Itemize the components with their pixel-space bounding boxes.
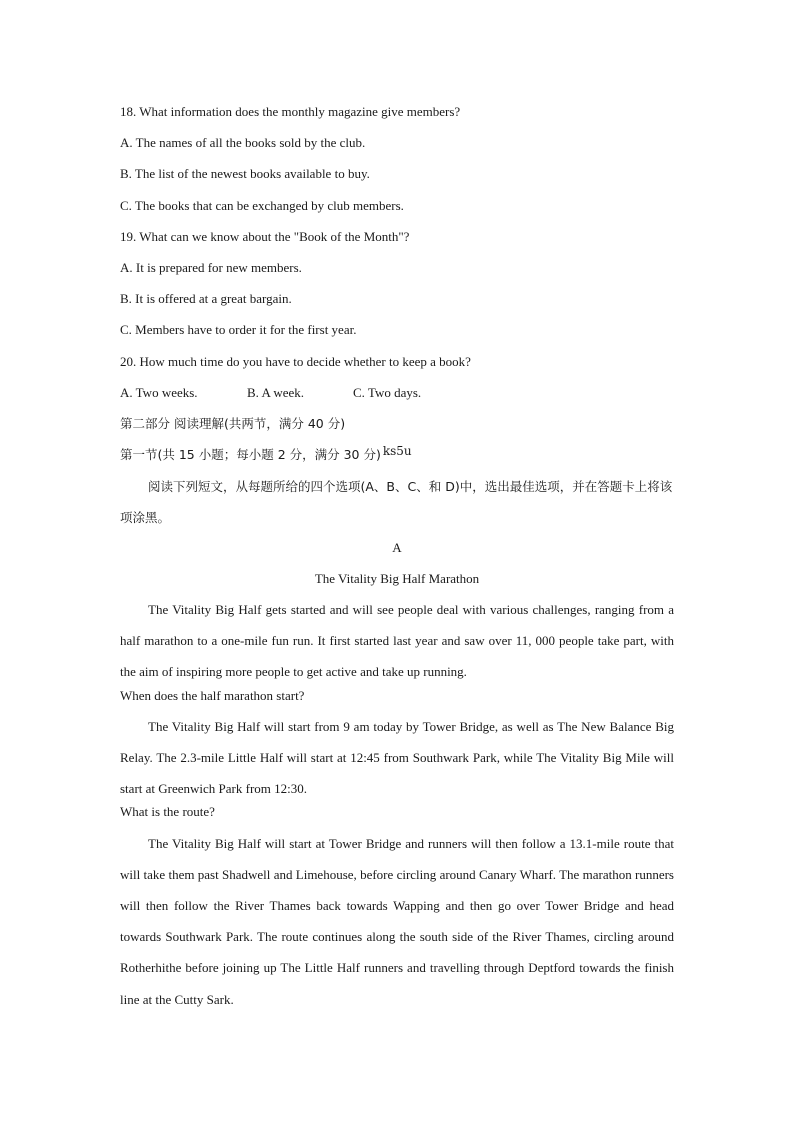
exam-page (120, 102, 674, 1015)
passage-route-paragraph: The Vitality Big Half will start at Tower Bridge and runners will then follow a 13.1-mile route that will take them past Shadwell and Limehouse, before circling around Canary Wharf. The marathon runners will then follow the River Thames back towards Wapping and then go over Tower Bridge and head towards Southwark Park. The route continues along the south side of the River Thames, circling around Rotherhithe before joining up The Little Half runners and travelling through Deptford towards the finish line at the Cutty Sark. (120, 835, 674, 1007)
question-19-option-a: A. It is prepared for new members. (120, 259, 302, 275)
question-20-option-a: A. Two weeks. (120, 384, 198, 400)
question-18-stem: 18. What information does the monthly magazine give members? (120, 104, 461, 119)
passage-title: The Vitality Big Half Marathon (314, 570, 480, 586)
question-19-option-c: C. Members have to order it for the first year. (120, 322, 357, 338)
question-20-option-c: C. Two days. (353, 384, 422, 400)
question-18-option-a: A. The names of all the books sold by the club. (120, 135, 366, 151)
question-18-option-b: B. The list of the newest books available to buy. (120, 166, 370, 182)
section-instructions: 阅读下列短文，从每题所给的四个选项(A、B、C、和 D)中，选出最佳选项，并在答题卡上将该项涂黑。 (120, 479, 673, 526)
passage-letter: A (392, 539, 402, 555)
passage-subheading-route: What is the route? (120, 804, 215, 820)
part-title: 第二部分 阅读理解(共两节，满分 40 分) (120, 415, 346, 431)
passage-intro-paragraph: The Vitality Big Half gets started and will see people deal with various challenges, ranging from a half marathon to a one-mile fun run. It first started last year and saw over 11, 000 people take part, with the aim of inspiring more people to get active and take up running. (120, 602, 674, 680)
question-19-option-b: B. It is offered at a great bargain. (120, 291, 292, 307)
question-19-stem: 19. What can we know about the "Book of the Month"? (120, 228, 410, 244)
section-subtitle-text: 第一节(共 15 小题；每小题 2 分，满分 30 分) (120, 447, 381, 463)
passage-start-time-paragraph: The Vitality Big Half will start from 9 am today by Tower Bridge, as well as The New Balance Big Relay. The 2.3-mile Little Half will start at 12:45 from Southwark Park, while The Vitality Big Mile will start at Greenwich Park from 12:30. (120, 718, 674, 797)
question-20-option-b: B. A week. (247, 384, 305, 400)
question-18-option-c: C. The books that can be exchanged by club members. (120, 197, 404, 213)
question-20-options (120, 383, 674, 414)
watermark-text: ks5u (382, 444, 412, 459)
question-20-stem: 20. How much time do you have to decide whether to keep a book? (120, 353, 471, 369)
passage-subheading-start-time: When does the half marathon start? (120, 687, 305, 703)
